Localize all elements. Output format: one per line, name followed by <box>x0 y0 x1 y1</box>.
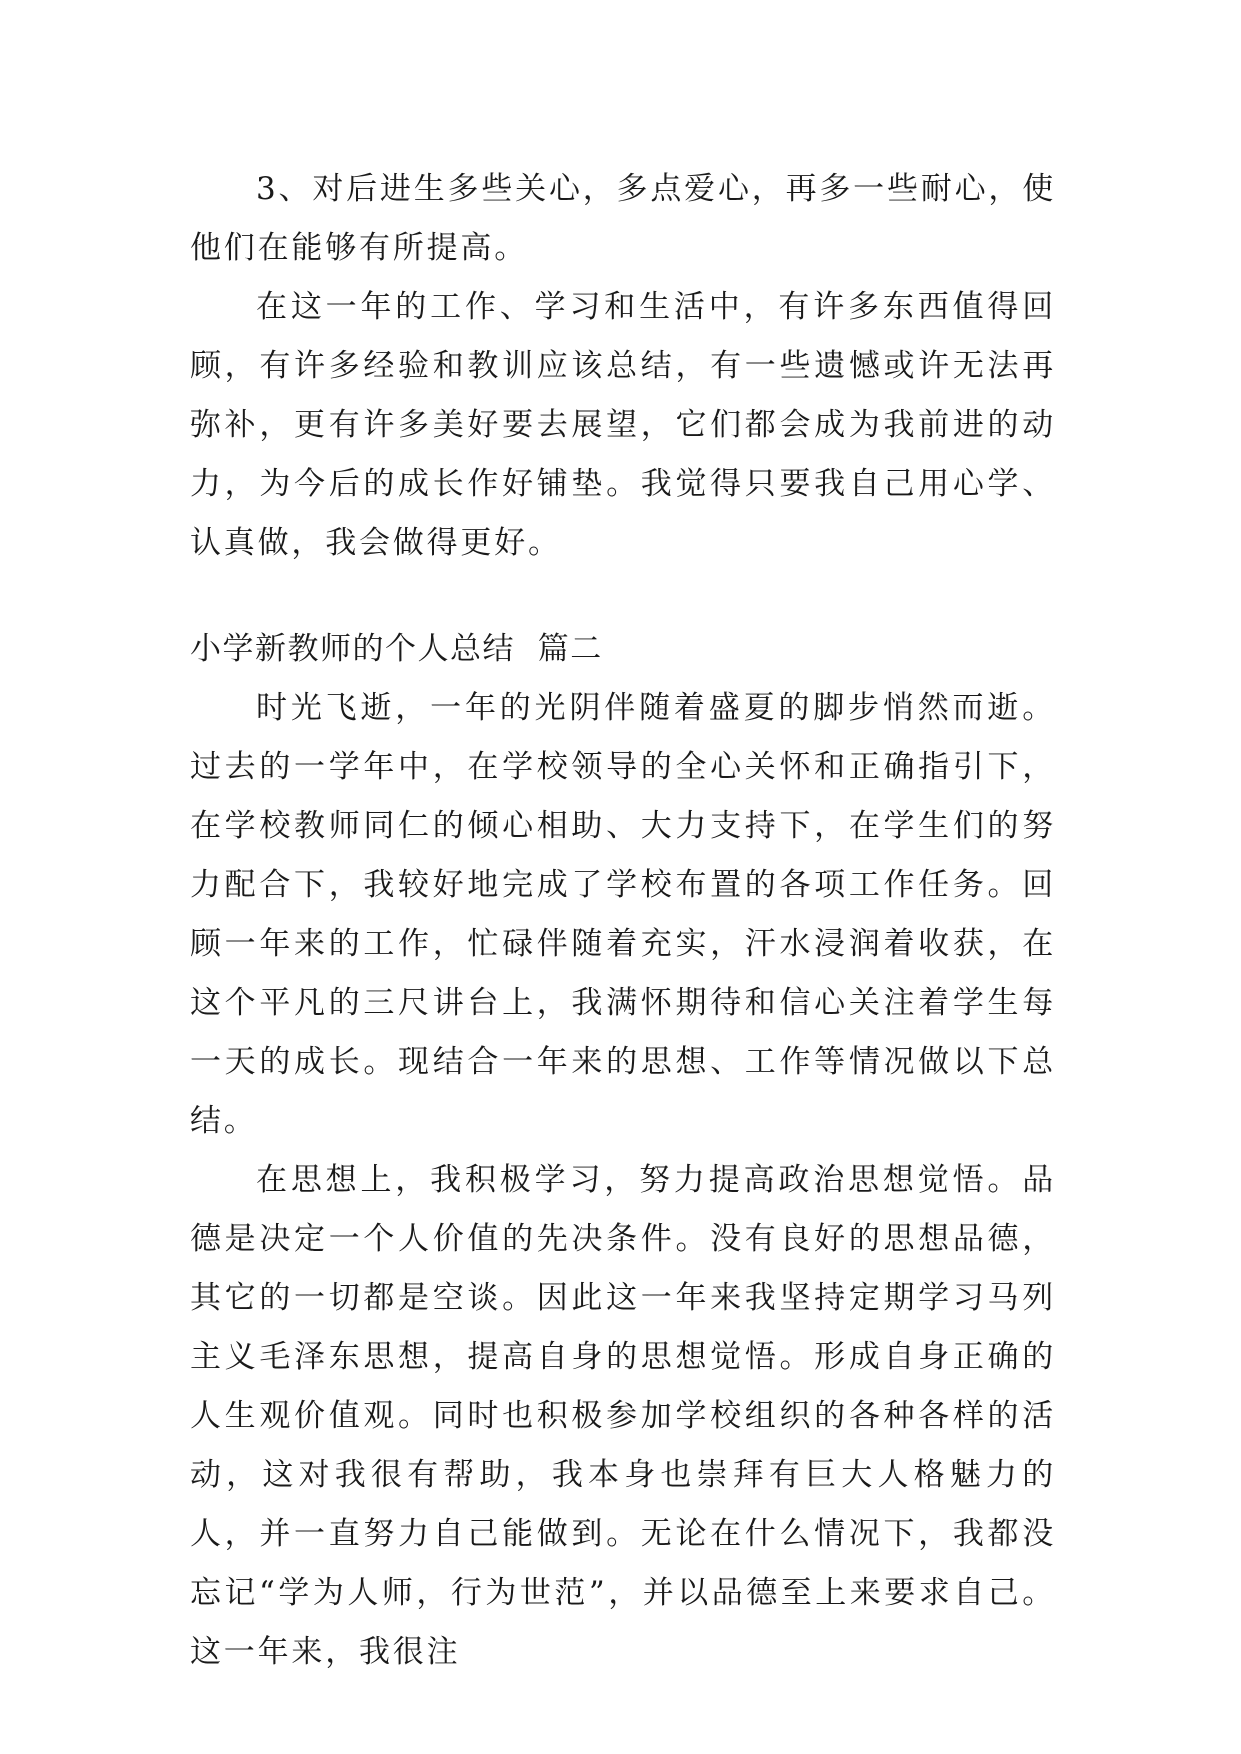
text-section-bottom <box>190 620 1056 1682</box>
section-heading: 小学新教师的个人总结 篇二 <box>190 631 603 667</box>
paragraph-thought: 在思想上，我积极学习，努力提高政治思想觉悟。品德是决定一个人价值的先决条件。没有良好的思想品德，其它的一切都是空谈。因此这一年来我坚持定期学习马列主义毛泽东思想，提高自身的思想觉悟。形成自身正确的人生观价值观。同时也积极参加学校组织的各种各样的活动，这对我很有帮助，我本身也崇拜有巨大人格魅力的人，并一直努力自己能做到。无论在什么情况下，我都没忘记“学为人师，行为世范”，并以品德至上来要求自己。这一年来，我很注 <box>190 1162 1056 1670</box>
paragraph-item-3: 3、对后进生多些关心，多点爱心，再多一些耐心，使他们在能够有所提高。 <box>190 171 1056 266</box>
paragraph-intro: 时光飞逝，一年的光阴伴随着盛夏的脚步悄然而逝。过去的一学年中，在学校领导的全心关怀和正确指引下，在学校教师同仁的倾心相助、大力支持下，在学生们的努力配合下，我较好地完成了学校布置的各项工作任务。回顾一年来的工作，忙碌伴随着充实，汗水浸润着收获，在这个平凡的三尺讲台上，我满怀期待和信心关注着学生每一天的成长。现结合一年来的思想、工作等情况做以下总结。 <box>190 690 1056 1139</box>
paragraph-reflection: 在这一年的工作、学习和生活中，有许多东西值得回顾，有许多经验和教训应该总结，有一些遗憾或许无法再弥补，更有许多美好要去展望，它们都会成为我前进的动力，为今后的成长作好铺垫。我觉得只要我自己用心学、认真做，我会做得更好。 <box>190 289 1056 561</box>
text-section-top <box>190 160 1056 573</box>
